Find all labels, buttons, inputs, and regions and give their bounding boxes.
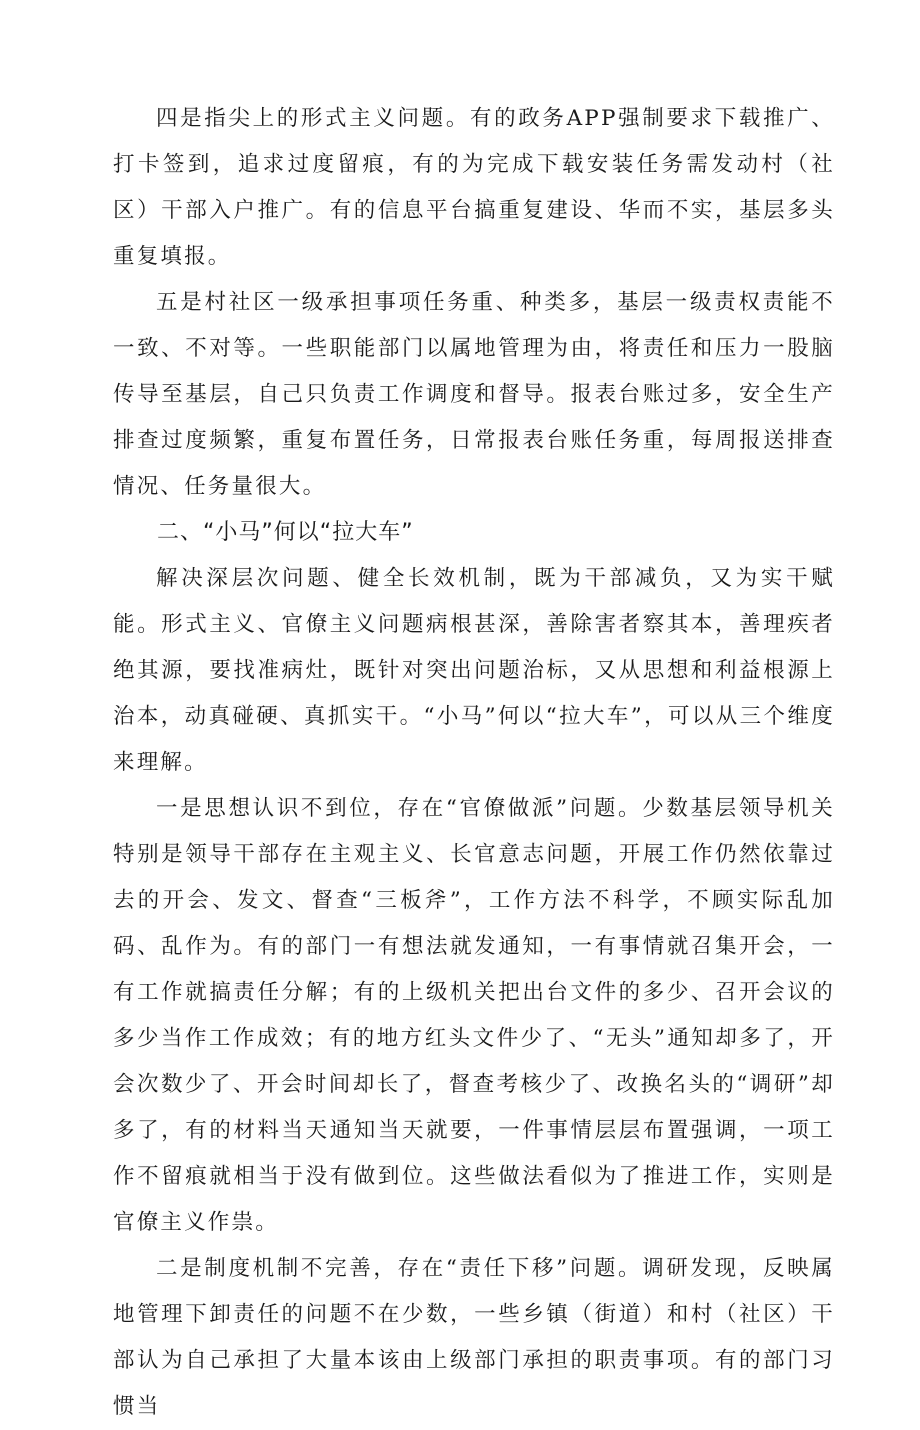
- paragraph-fifth-issue: 五是村社区一级承担事项任务重、种类多，基层一级责权责能不一致、不对等。一些职能部门以属地管理为由，将责任和压力一股脑传导至基层，自己只负责工作调度和督导。报表台账过多，安全生产排查过度频繁，重复布置任务，日常报表台账任务重，每周报送排查情况、任务量很大。: [113, 290, 835, 499]
- paragraph-fourth-issue: 四是指尖上的形式主义问题。有的政务APP强制要求下载推广、打卡签到，追求过度留痕，有的为完成下载安装任务需发动村（社区）干部入户推广。有的信息平台搞重复建设、华而不实，基层多头重复填报。: [113, 106, 835, 269]
- paragraph-second-reason: 二是制度机制不完善，存在“责任下移”问题。调研发现，反映属地管理下卸责任的问题不在少数，一些乡镇（街道）和村（社区）干部认为自己承担了大量本该由上级部门承担的职责事项。有的部门习惯当: [113, 1256, 835, 1419]
- paragraph-first-reason: 一是思想认识不到位，存在“官僚做派”问题。少数基层领导机关特别是领导干部存在主观主义、长官意志问题，开展工作仍然依靠过去的开会、发文、督查“三板斧”，工作方法不科学，不顾实际乱加码、乱作为。有的部门一有想法就发通知，一有事情就召集开会，一有工作就搞责任分解；有的上级机关把出台文件的多少、召开会议的多少当作工作成效；有的地方红头文件少了、“无头”通知却多了，开会次数少了、开会时间却长了，督查考核少了、改换名头的“调研”却多了，有的材料当天通知当天就要，一件事情层层布置强调，一项工作不留痕就相当于没有做到位。这些做法看似为了推进工作，实则是官僚主义作祟。: [113, 796, 835, 1235]
- section-heading-two: 二、“小马”何以“拉大车”: [157, 520, 414, 545]
- paragraph-section-intro: 解决深层次问题、健全长效机制，既为干部减负，又为实干赋能。形式主义、官僚主义问题病根甚深，善除害者察其本，善理疾者绝其源，要找准病灶，既针对突出问题治标，又从思想和利益根源上治本，动真碰硬、真抓实干。“小马”何以“拉大车”，可以从三个维度来理解。: [113, 566, 835, 775]
- document-body: [113, 96, 835, 1430]
